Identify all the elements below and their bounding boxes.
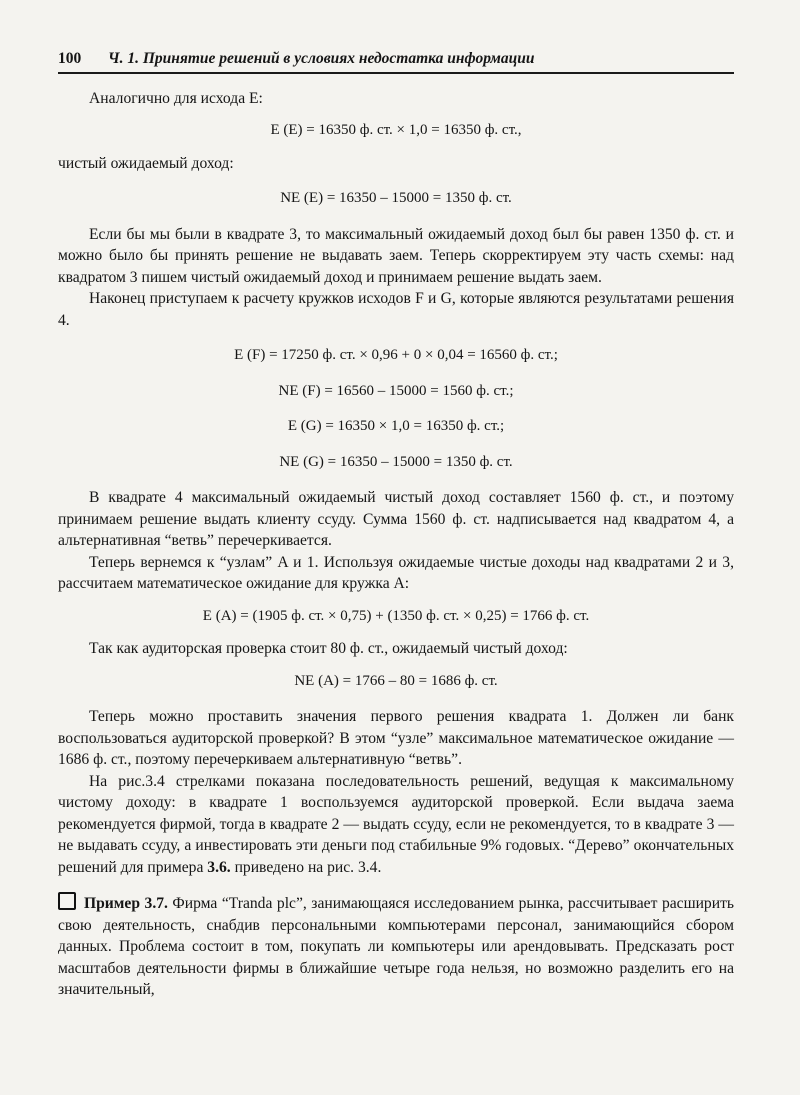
equation: NE (F) = 16560 – 15000 = 1560 ф. ст.; <box>278 382 514 399</box>
equation: E (G) = 16350 × 1,0 = 16350 ф. ст.; <box>287 418 505 434</box>
running-header <box>58 48 734 74</box>
example-paragraph <box>58 892 734 1001</box>
paragraph-text: На рис.3.4 стрелками показана последовательность решений, ведущая к максимальному чистому доходу: в квадрате 1 воспользуемся аудиторской проверкой. Если выдача заема рекомендуется фирмой, тогда в квадрате 2 — выдать ссуду, если не рекомендуется, то в квадрате 3 — не выдавать ссуду, а инвестировать эти деньги под стабильные 9% годовых. “Дерево” окончательных решений для примера <box>58 772 734 876</box>
paragraph: Если бы мы были в квадрате 3, то максимальный ожидаемый доход был бы равен 1350 ф. ст. и можно было бы принять решение не выдавать заем. Теперь скорректируем эту часть схемы: над квадратом 3 пишем чистый ожидаемый доход и принимаем решение выдать заем. <box>58 225 734 286</box>
equation: NE (G) = 16350 – 15000 = 1350 ф. ст. <box>279 453 513 470</box>
equation: NE (A) = 1766 – 80 = 1686 ф. ст. <box>294 672 498 689</box>
paragraph: Теперь вернемся к “узлам” A и 1. Используя ожидаемые чистые доходы над квадратами 2 и 3, рассчитаем математическое ожидание для кружка A: <box>58 553 734 592</box>
paragraph: Аналогично для исхода E: <box>89 89 263 107</box>
example-text: Фирма “Tranda plc”, занимающаяся исследованием рынка, рассчитывает расширить свою деятельность, снабдив персональными компьютерами персонал, занимающийся сбором данных. Проблема состоит в том, покупать ли компьютеры или арендовывать. Предсказать рост масштабов деятельности фирмы в ближайшие четыре года нельзя, но возможно разделить его на значительный, <box>58 895 734 998</box>
paragraph: В квадрате 4 максимальный ожидаемый чистый доход составляет 1560 ф. ст., и поэтому принимаем решение выдать клиенту ссуду. Сумма 1560 ф. ст. надписывается над квадратом 4, а альтернативная “ветвь” перечеркивается. <box>58 489 734 549</box>
example-label: Пример 3.7. <box>84 895 168 912</box>
equation: E (A) = (1905 ф. ст. × 0,75) + (1350 ф. ст. × 0,25) = 1766 ф. ст. <box>202 607 590 624</box>
chapter-title: Ч. 1. Принятие решений в условиях недостатка информации <box>108 50 535 67</box>
paragraph <box>58 771 734 879</box>
paragraph: Так как аудиторская проверка стоит 80 ф. ст., ожидаемый чистый доход: <box>89 640 568 657</box>
equation: E (F) = 17250 ф. ст. × 0,96 + 0 × 0,04 = 16560 ф. ст.; <box>234 347 558 363</box>
equation: E (E) = 16350 ф. ст. × 1,0 = 16350 ф. ст., <box>270 122 522 138</box>
example-reference: 3.6. <box>207 858 231 876</box>
paragraph: Наконец приступаем к расчету кружков исходов F и G, которые являются результатами решения 4. <box>58 290 734 329</box>
paragraph: чистый ожидаемый доход: <box>58 154 234 172</box>
paragraph-end: приведено на рис. 3.4. <box>230 858 382 876</box>
equation: NE (E) = 16350 – 15000 = 1350 ф. ст. <box>280 190 512 206</box>
square-marker-icon <box>58 892 76 910</box>
page-number: 100 <box>58 50 82 67</box>
paragraph: Теперь можно проставить значения первого решения квадрата 1. Должен ли банк воспользоваться аудиторской проверкой? В этом “узле” максимальное математическое ожидание — 1686 ф. ст., поэтому перечеркиваем альтернативную “ветвь”. <box>58 708 734 768</box>
